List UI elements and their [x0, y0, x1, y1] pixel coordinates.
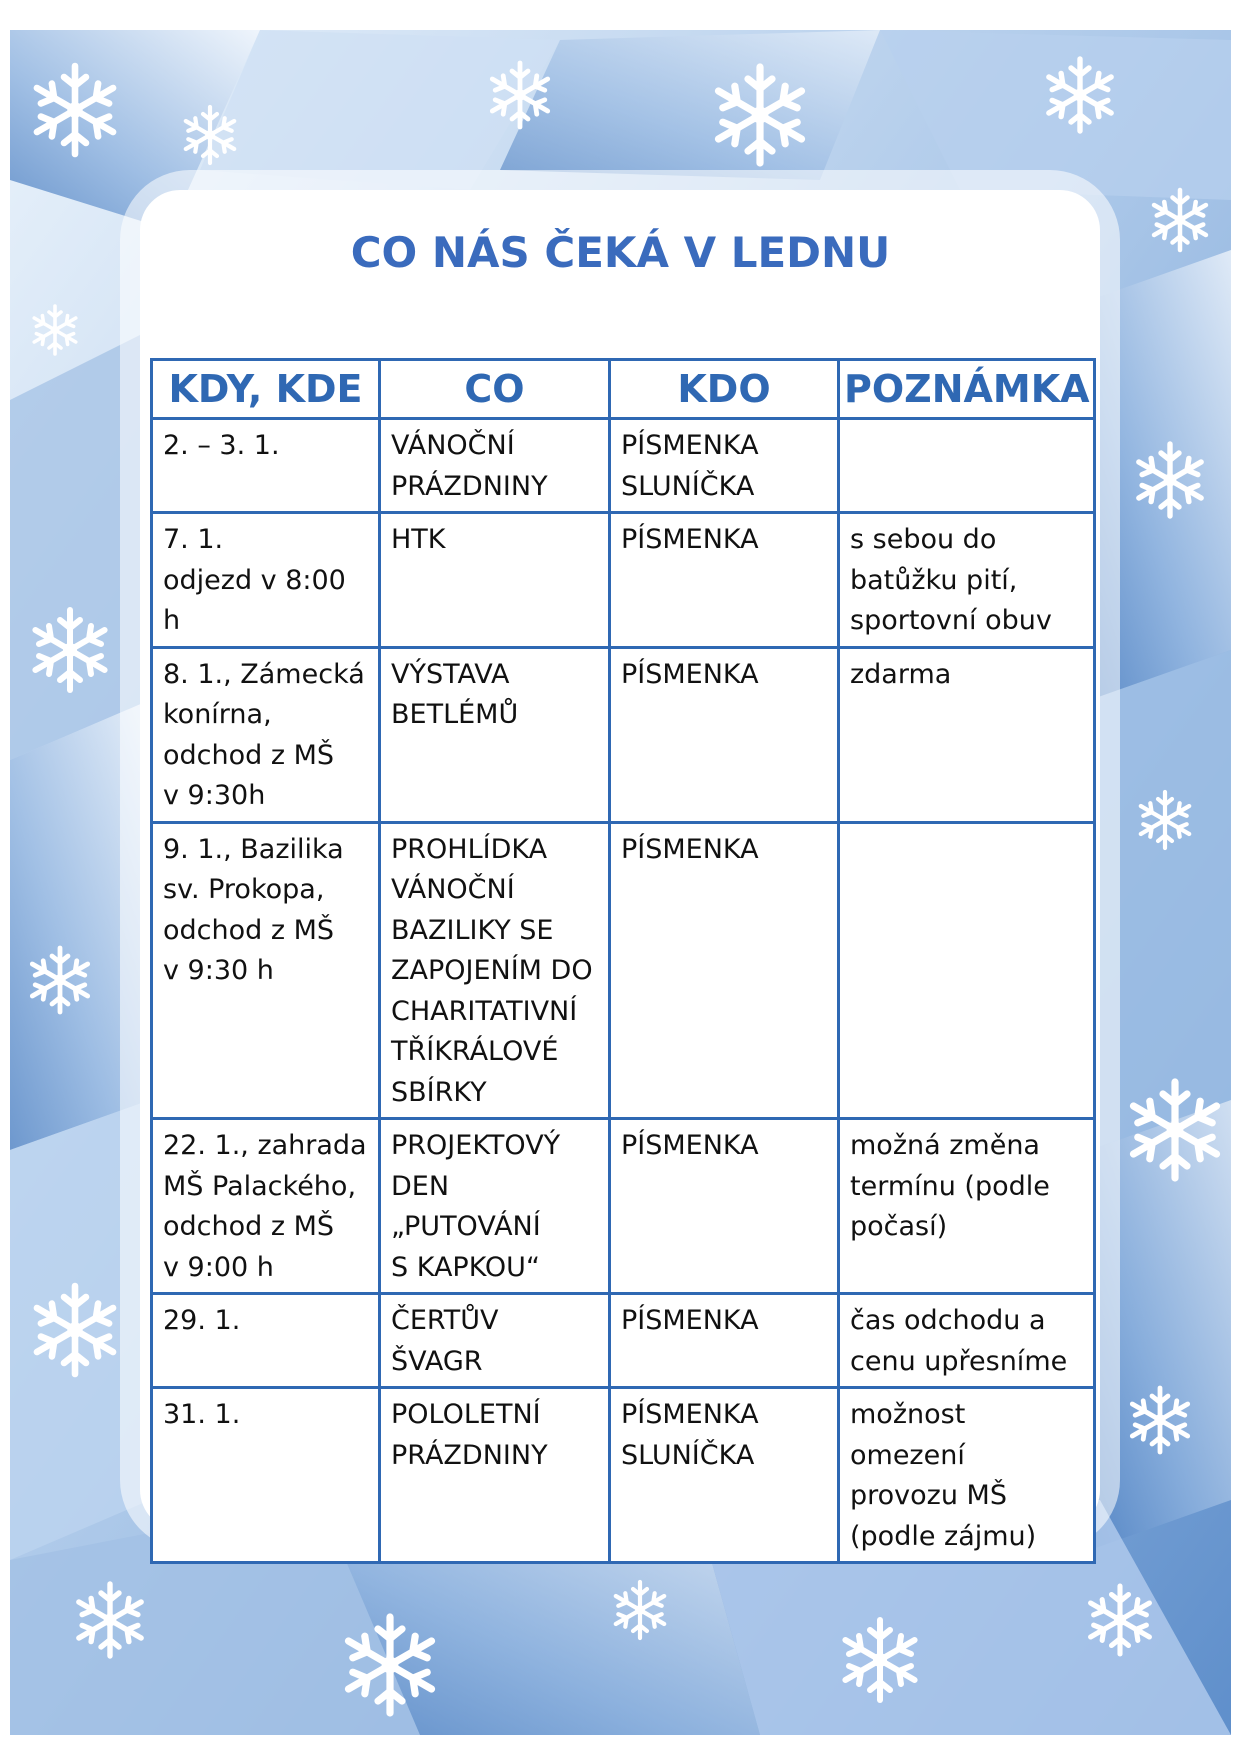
table-row — [152, 419, 1095, 513]
cell-poznamka: zdarma — [839, 647, 1095, 822]
cell-poznamka: možná změna termínu (podle počasí) — [839, 1119, 1095, 1294]
cell-kdo: PÍSMENKA SLUNÍČKA — [610, 419, 839, 513]
table-row — [152, 822, 1095, 1119]
cell-poznamka: s sebou do batůžku pití, sportovní obuv — [839, 513, 1095, 648]
cell-co: VÝSTAVA BETLÉMŮ — [380, 647, 610, 822]
table-header-row — [152, 360, 1095, 419]
cell-kdy: 9. 1., Bazilika sv. Prokopa, odchod z MŠ v 9:30 h — [152, 822, 380, 1119]
cell-co: HTK — [380, 513, 610, 648]
table-row — [152, 1119, 1095, 1294]
cell-kdy: 31. 1. — [152, 1388, 380, 1563]
cell-kdo: PÍSMENKA — [610, 822, 839, 1119]
cell-kdy: 22. 1., zahrada MŠ Palackého, odchod z MŠ v 9:00 h — [152, 1119, 380, 1294]
page-title: CO NÁS ČEKÁ V LEDNU — [350, 228, 891, 277]
cell-kdo: PÍSMENKA — [610, 1294, 839, 1388]
cell-co: VÁNOČNÍ PRÁZDNINY — [380, 419, 610, 513]
header-co: CO — [380, 360, 610, 419]
cell-kdy: 8. 1., Zámecká konírna, odchod z MŠ v 9:30h — [152, 647, 380, 822]
table-row — [152, 513, 1095, 648]
cell-kdy: 29. 1. — [152, 1294, 380, 1388]
cell-poznamka — [839, 419, 1095, 513]
cell-co: POLOLETNÍ PRÁZDNINY — [380, 1388, 610, 1563]
cell-kdo: PÍSMENKA — [610, 1119, 839, 1294]
cell-kdy: 7. 1. odjezd v 8:00 h — [152, 513, 380, 648]
schedule-table — [150, 358, 1096, 1564]
header-poznamka: POZNÁMKA — [839, 360, 1095, 419]
cell-poznamka — [839, 822, 1095, 1119]
header-kdy-kde: KDY, KDE — [152, 360, 380, 419]
table-row — [152, 1294, 1095, 1388]
table-row — [152, 647, 1095, 822]
cell-kdo: PÍSMENKA — [610, 513, 839, 648]
header-kdo: KDO — [610, 360, 839, 419]
cell-kdy: 2. – 3. 1. — [152, 419, 380, 513]
cell-kdo: PÍSMENKA SLUNÍČKA — [610, 1388, 839, 1563]
cell-co: PROHLÍDKA VÁNOČNÍ BAZILIKY SE ZAPOJENÍM DO CHARITATIVNÍ TŘÍKRÁLOVÉ SBÍRKY — [380, 822, 610, 1119]
cell-co: PROJEKTOVÝ DEN „PUTOVÁNÍ S KAPKOU“ — [380, 1119, 610, 1294]
cell-poznamka: možnost omezení provozu MŠ (podle zájmu) — [839, 1388, 1095, 1563]
cell-poznamka: čas odchodu a cenu upřesníme — [839, 1294, 1095, 1388]
table-row — [152, 1388, 1095, 1563]
cell-co: ČERTŮV ŠVAGR — [380, 1294, 610, 1388]
cell-kdo: PÍSMENKA — [610, 647, 839, 822]
